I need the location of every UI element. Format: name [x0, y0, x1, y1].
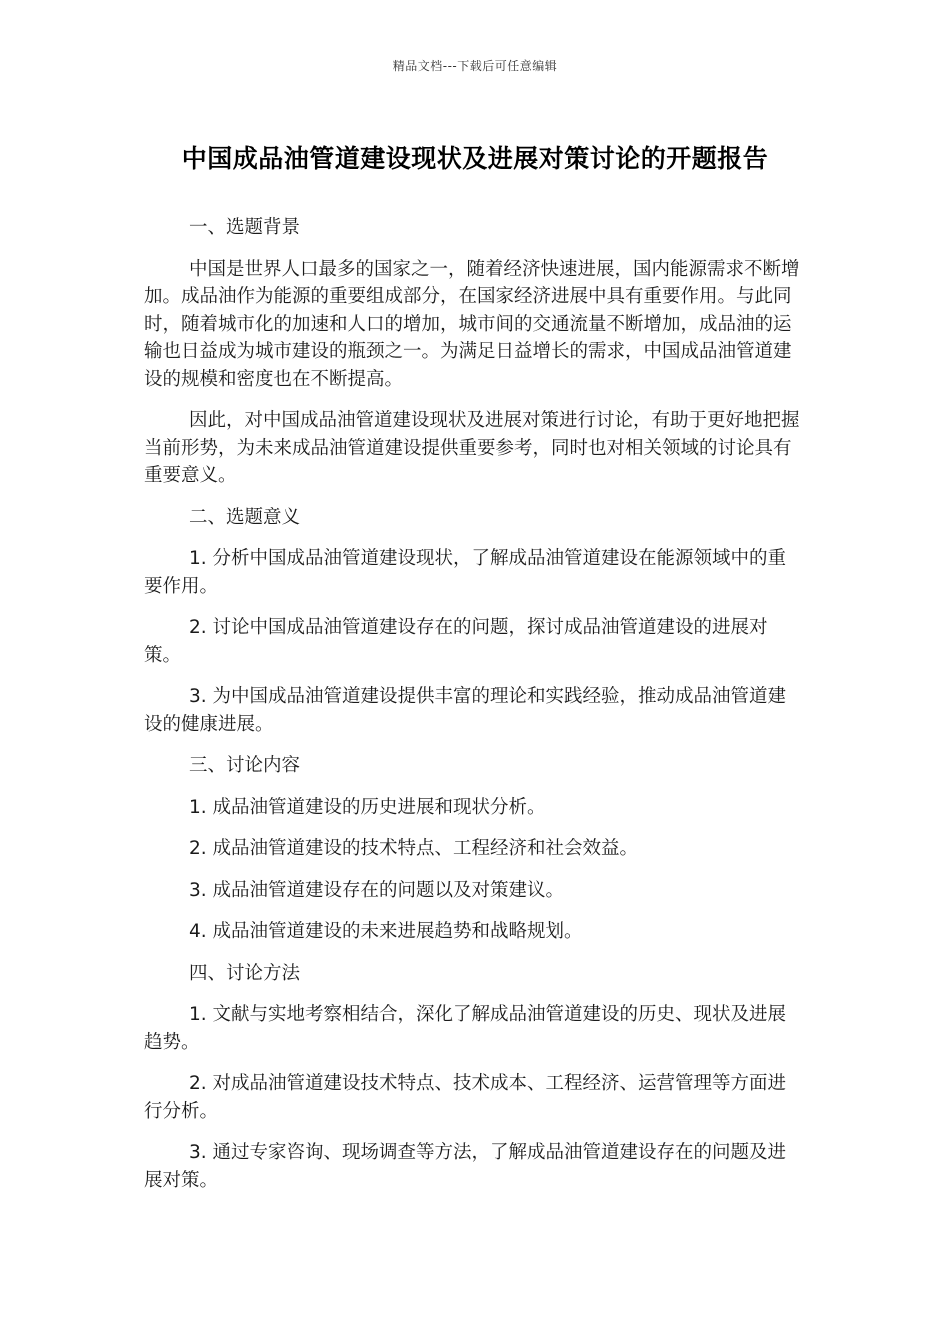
paragraph: 中国是世界人口最多的国家之一，随着经济快速进展，国内能源需求不断增加。成品油作为能源的重要组成部分，在国家经济进展中具有重要作用。与此同时，随着城市化的加速和人口的增加，城市间的交通流量不断增加，成品油的运输也日益成为城市建设的瓶颈之一。为满足日益增长的需求，中国成品油管道建设的规模和密度也在不断提高。: [144, 258, 800, 390]
section-heading-background: 一、选题背景: [189, 217, 301, 238]
paragraph: 因此，对中国成品油管道建设现状及进展对策进行讨论，有助于更好地把握当前形势，为未来成品油管道建设提供重要参考，同时也对相关领域的讨论具有重要意义。: [144, 410, 800, 486]
list-item: 1. 分析中国成品油管道建设现状，了解成品油管道建设在能源领域中的重要作用。: [144, 548, 787, 597]
document-title: 中国成品油管道建设现状及进展对策讨论的开题报告: [181, 144, 769, 173]
list-item: 1. 文献与实地考察相结合，深化了解成品油管道建设的历史、现状及进展趋势。: [144, 1004, 787, 1053]
section-heading-methods: 四、讨论方法: [189, 962, 301, 984]
list-item: 3. 为中国成品油管道建设提供丰富的理论和实践经验，推动成品油管道建设的健康进展。: [144, 686, 787, 735]
list-item: 3. 成品油管道建设存在的问题以及对策建议。: [189, 879, 565, 901]
list-item: 1. 成品油管道建设的历史进展和现状分析。: [189, 796, 546, 818]
list-item: 3. 通过专家咨询、现场调查等方法，了解成品油管道建设存在的问题及进展对策。: [144, 1142, 787, 1191]
document-body: [144, 214, 802, 1208]
list-item: 4. 成品油管道建设的未来进展趋势和战略规划。: [189, 921, 583, 942]
list-item: 2. 成品油管道建设的技术特点、工程经济和社会效益。: [189, 838, 639, 859]
list-item: 2. 讨论中国成品油管道建设存在的问题，探讨成品油管道建设的进展对策。: [144, 617, 768, 666]
section-heading-content: 三、讨论内容: [189, 755, 301, 776]
header-note: 精品文档---下载后可任意编辑: [392, 59, 558, 73]
list-item: 2. 对成品油管道建设技术特点、技术成本、工程经济、运营管理等方面进行分析。: [144, 1073, 787, 1122]
section-heading-significance: 二、选题意义: [189, 506, 301, 528]
